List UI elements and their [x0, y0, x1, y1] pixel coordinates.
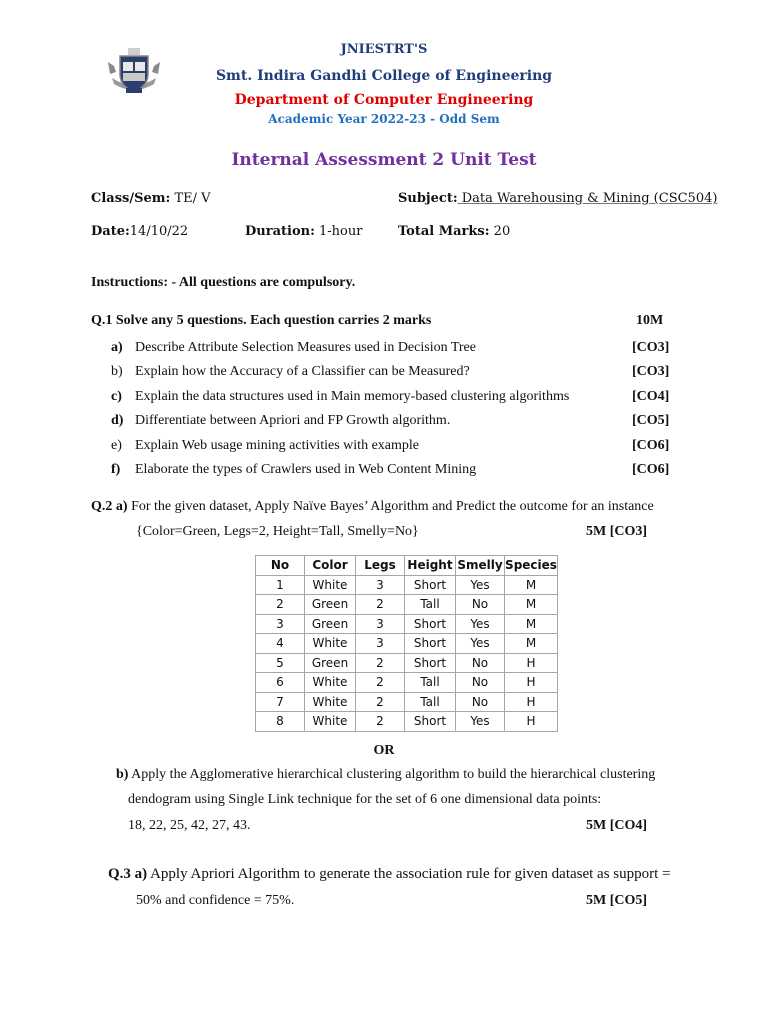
col-header: Color: [305, 556, 356, 576]
table-cell: Tall: [405, 692, 456, 712]
table-cell: M: [505, 595, 558, 615]
table-cell: 7: [256, 692, 305, 712]
table-row: [256, 595, 558, 615]
table-cell: Short: [405, 634, 456, 654]
table-cell: No: [456, 595, 505, 615]
q3-line-2: 50% and confidence = 75%.: [136, 893, 295, 908]
q1-item-b: b) Explain how the Accuracy of a Classifier can be Measured?: [111, 364, 470, 379]
table-cell: Green: [305, 653, 356, 673]
table-header-row: [256, 556, 558, 576]
table-cell: No: [456, 673, 505, 693]
table-row: [256, 712, 558, 732]
q1-item-a: a) Describe Attribute Selection Measures used in Decision Tree: [111, 340, 476, 355]
table-cell: 3: [256, 614, 305, 634]
table-cell: 2: [356, 692, 405, 712]
q2a-instance: {Color=Green, Legs=2, Height=Tall, Smelly=No}: [136, 524, 419, 539]
col-header: Legs: [356, 556, 405, 576]
q1-heading: Q.1 Solve any 5 questions. Each question carries 2 marks: [91, 313, 432, 328]
table-cell: M: [505, 614, 558, 634]
q2a-marks: 5M [CO3]: [586, 524, 648, 539]
table-cell: Tall: [405, 673, 456, 693]
col-header: Species: [505, 556, 558, 576]
or-separator: OR: [373, 743, 395, 758]
test-date: Date:14/10/22: [91, 224, 189, 239]
col-header: Smelly: [456, 556, 505, 576]
academic-year: Academic Year 2022-23 - Odd Sem: [268, 112, 500, 126]
q2b-line-3: 18, 22, 25, 42, 27, 43.: [128, 818, 251, 833]
q2b-line-2: dendogram using Single Link technique for the set of 6 one dimensional data points:: [128, 792, 602, 807]
table-row: [256, 634, 558, 654]
college-name: Smt. Indira Gandhi College of Engineering: [215, 68, 553, 84]
q1-co-b: [CO3]: [632, 364, 670, 379]
table-cell: 3: [356, 575, 405, 595]
test-title: Internal Assessment 2 Unit Test: [231, 150, 537, 170]
q1-item-c: c) Explain the data structures used in Main memory-based clustering algorithms: [111, 389, 570, 404]
q3-line-1: Q.3 a) Apply Apriori Algorithm to generate the association rule for given dataset as support =: [108, 866, 671, 882]
q1-co-e: [CO6]: [632, 438, 670, 453]
table-cell: Yes: [456, 634, 505, 654]
table-row: [256, 673, 558, 693]
table-cell: 2: [256, 595, 305, 615]
table-cell: No: [456, 653, 505, 673]
trust-name: JNIESTRT'S: [340, 42, 428, 57]
q1-item-d: d) Differentiate between Apriori and FP Growth algorithm.: [111, 413, 451, 428]
table-cell: Tall: [405, 595, 456, 615]
table-cell: M: [505, 634, 558, 654]
q1-co-d: [CO5]: [632, 413, 670, 428]
total-marks: Total Marks: 20: [398, 224, 511, 239]
dataset-table: [255, 555, 558, 732]
table-cell: White: [305, 692, 356, 712]
col-header: No: [256, 556, 305, 576]
table-cell: 2: [356, 712, 405, 732]
instructions: Instructions: - All questions are compulsory.: [91, 275, 356, 290]
table-cell: White: [305, 634, 356, 654]
table-cell: M: [505, 575, 558, 595]
table-cell: 8: [256, 712, 305, 732]
table-cell: White: [305, 673, 356, 693]
q2a-question: Q.2 a) For the given dataset, Apply Naïve Bayes’ Algorithm and Predict the outcome for an instance: [91, 499, 654, 514]
table-cell: Yes: [456, 712, 505, 732]
subject: Subject: Data Warehousing & Mining (CSC504): [398, 191, 718, 206]
table-cell: Yes: [456, 614, 505, 634]
table-cell: Short: [405, 614, 456, 634]
table-cell: 3: [356, 634, 405, 654]
q1-item-e: e) Explain Web usage mining activities with example: [111, 438, 419, 453]
q1-co-a: [CO3]: [632, 340, 670, 355]
q2b-marks: 5M [CO4]: [586, 818, 648, 833]
q2b-line-1: b) Apply the Agglomerative hierarchical clustering algorithm to build the hierarchical clustering: [116, 767, 656, 782]
table-cell: H: [505, 712, 558, 732]
table-cell: White: [305, 712, 356, 732]
q1-marks: 10M: [636, 313, 664, 328]
table-cell: H: [505, 692, 558, 712]
table-cell: Green: [305, 614, 356, 634]
table-row: [256, 653, 558, 673]
table-cell: Yes: [456, 575, 505, 595]
table-cell: Short: [405, 575, 456, 595]
q1-co-f: [CO6]: [632, 462, 670, 477]
table-cell: White: [305, 575, 356, 595]
table-cell: 2: [356, 653, 405, 673]
table-cell: 4: [256, 634, 305, 654]
table-cell: H: [505, 673, 558, 693]
department-name: Department of Computer Engineering: [234, 92, 534, 108]
q1-item-f: f) Elaborate the types of Crawlers used in Web Content Mining: [111, 462, 477, 477]
q1-co-c: [CO4]: [632, 389, 670, 404]
table-cell: 5: [256, 653, 305, 673]
table-cell: 2: [356, 673, 405, 693]
table-cell: H: [505, 653, 558, 673]
col-header: Height: [405, 556, 456, 576]
table-row: [256, 692, 558, 712]
table-cell: Short: [405, 712, 456, 732]
table-cell: No: [456, 692, 505, 712]
table-cell: 6: [256, 673, 305, 693]
table-cell: 2: [356, 595, 405, 615]
table-row: [256, 614, 558, 634]
table-cell: Short: [405, 653, 456, 673]
class-sem: Class/Sem: TE/ V: [91, 191, 211, 206]
table-row: [256, 575, 558, 595]
table-cell: 3: [356, 614, 405, 634]
table-cell: Green: [305, 595, 356, 615]
q3-marks: 5M [CO5]: [586, 893, 648, 908]
test-duration: Duration: 1-hour: [245, 224, 363, 239]
table-cell: 1: [256, 575, 305, 595]
